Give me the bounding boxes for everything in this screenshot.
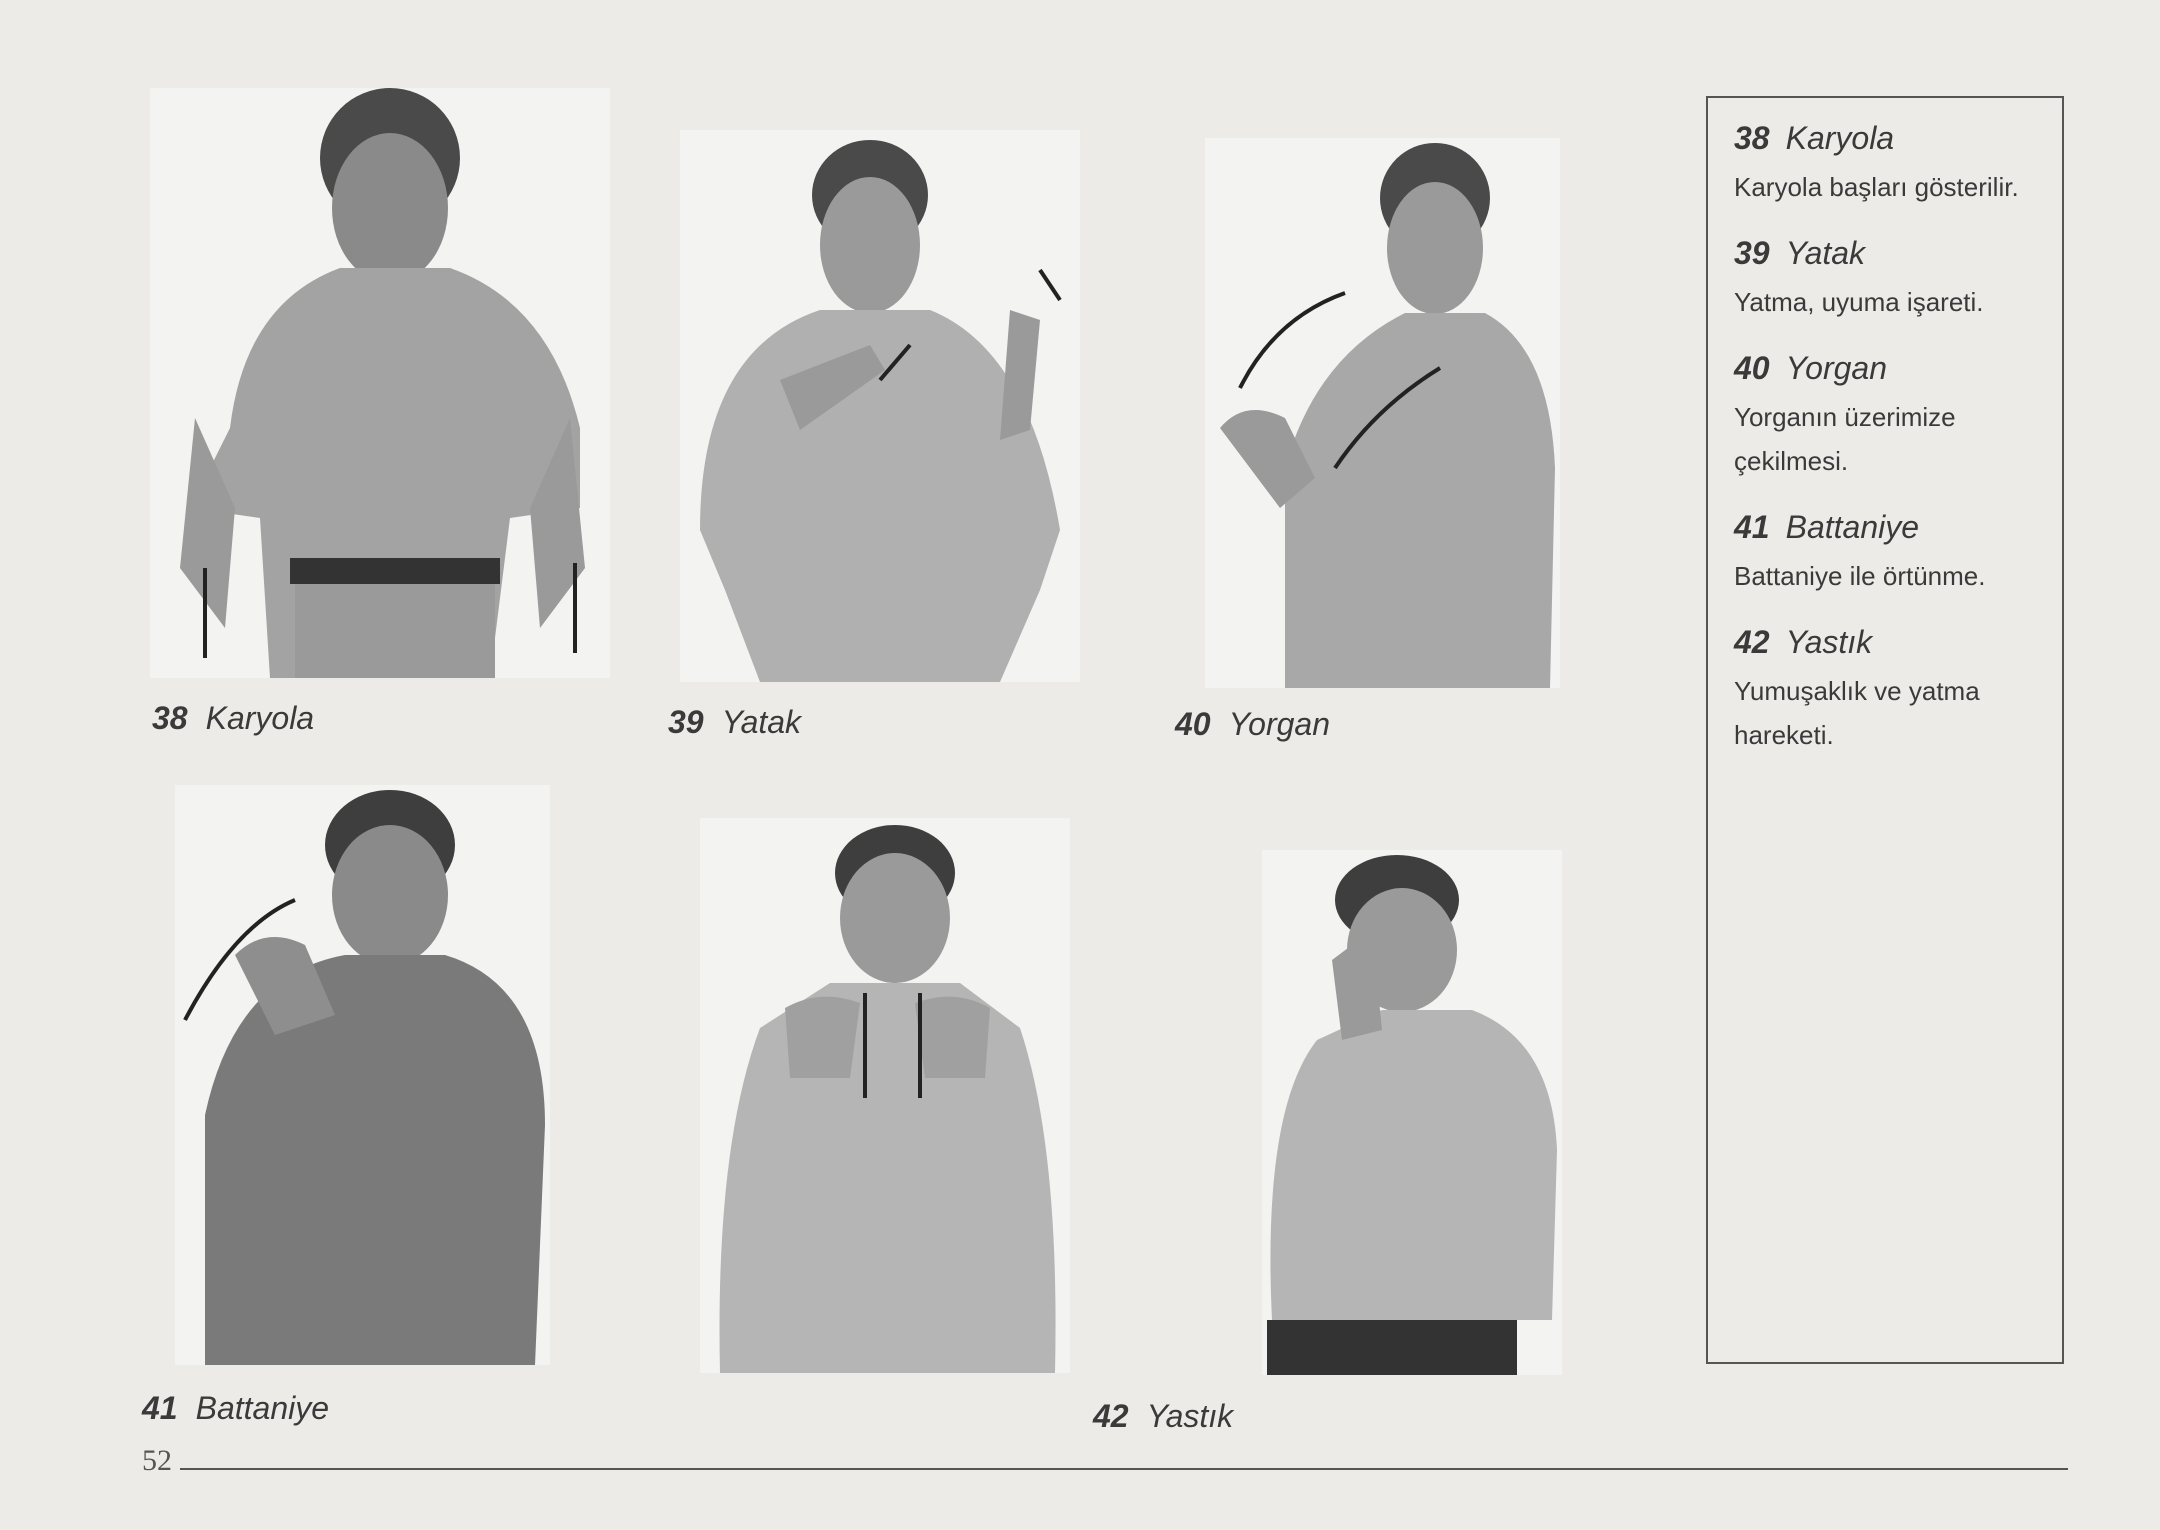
footer-rule — [180, 1468, 2068, 1470]
caption-yastik — [1093, 1398, 1233, 1435]
entry-line: Yatma, uyuma işareti. — [1734, 287, 1984, 317]
caption-label: Battaniye — [195, 1390, 330, 1426]
photo-karyola — [150, 88, 610, 678]
entry-title — [1734, 350, 2062, 387]
entry-yatak — [1734, 235, 2062, 324]
entry-heading: Karyola — [1785, 120, 1895, 156]
entry-description — [1734, 280, 2062, 324]
entry-yastik — [1734, 624, 2062, 757]
caption-battaniye — [142, 1390, 329, 1427]
entry-line: Yumuşaklık ve yatma — [1734, 676, 1980, 706]
entry-battaniye — [1734, 509, 2062, 598]
entry-number: 40 — [1734, 350, 1770, 386]
entry-number: 39 — [1734, 235, 1770, 271]
entry-number: 38 — [1734, 120, 1770, 156]
entry-heading: Battaniye — [1785, 509, 1920, 545]
entry-karyola — [1734, 120, 2062, 209]
entry-line: Yorganın üzerimize — [1734, 402, 1956, 432]
caption-karyola — [152, 700, 314, 737]
caption-number: 40 — [1175, 706, 1211, 742]
caption-label: Karyola — [205, 700, 315, 736]
caption-label: Yatak — [721, 704, 802, 740]
caption-label: Yorgan — [1228, 706, 1331, 742]
photo-yastik-a — [700, 818, 1070, 1373]
photo-yorgan — [1205, 138, 1560, 688]
entry-number: 41 — [1734, 509, 1770, 545]
photo-yatak — [680, 130, 1080, 682]
entry-description — [1734, 165, 2062, 209]
caption-yorgan — [1175, 706, 1330, 743]
entry-line: hareketi. — [1734, 720, 1834, 750]
photo-battaniye — [175, 785, 550, 1365]
caption-number: 39 — [668, 704, 704, 740]
caption-label: Yastık — [1146, 1398, 1234, 1434]
entry-line: Battaniye ile örtünme. — [1734, 561, 1986, 591]
entry-title — [1734, 120, 2062, 157]
photo-yastik-b — [1262, 850, 1562, 1375]
caption-yatak — [668, 704, 801, 741]
entry-description — [1734, 395, 2062, 483]
entry-line: çekilmesi. — [1734, 446, 1849, 476]
entry-heading: Yastık — [1785, 624, 1873, 660]
entry-heading: Yatak — [1785, 235, 1866, 271]
entry-title — [1734, 624, 2062, 661]
caption-number: 38 — [152, 700, 188, 736]
entry-description — [1734, 554, 2062, 598]
entry-description — [1734, 669, 2062, 757]
caption-number: 41 — [142, 1390, 178, 1426]
entry-heading: Yorgan — [1785, 350, 1888, 386]
entry-number: 42 — [1734, 624, 1770, 660]
description-box — [1706, 96, 2064, 1364]
entry-line: Karyola başları gösterilir. — [1734, 172, 2019, 202]
entry-title — [1734, 235, 2062, 272]
caption-number: 42 — [1093, 1398, 1129, 1434]
entry-title — [1734, 509, 2062, 546]
entry-yorgan — [1734, 350, 2062, 483]
page-number: 52 — [142, 1444, 172, 1477]
